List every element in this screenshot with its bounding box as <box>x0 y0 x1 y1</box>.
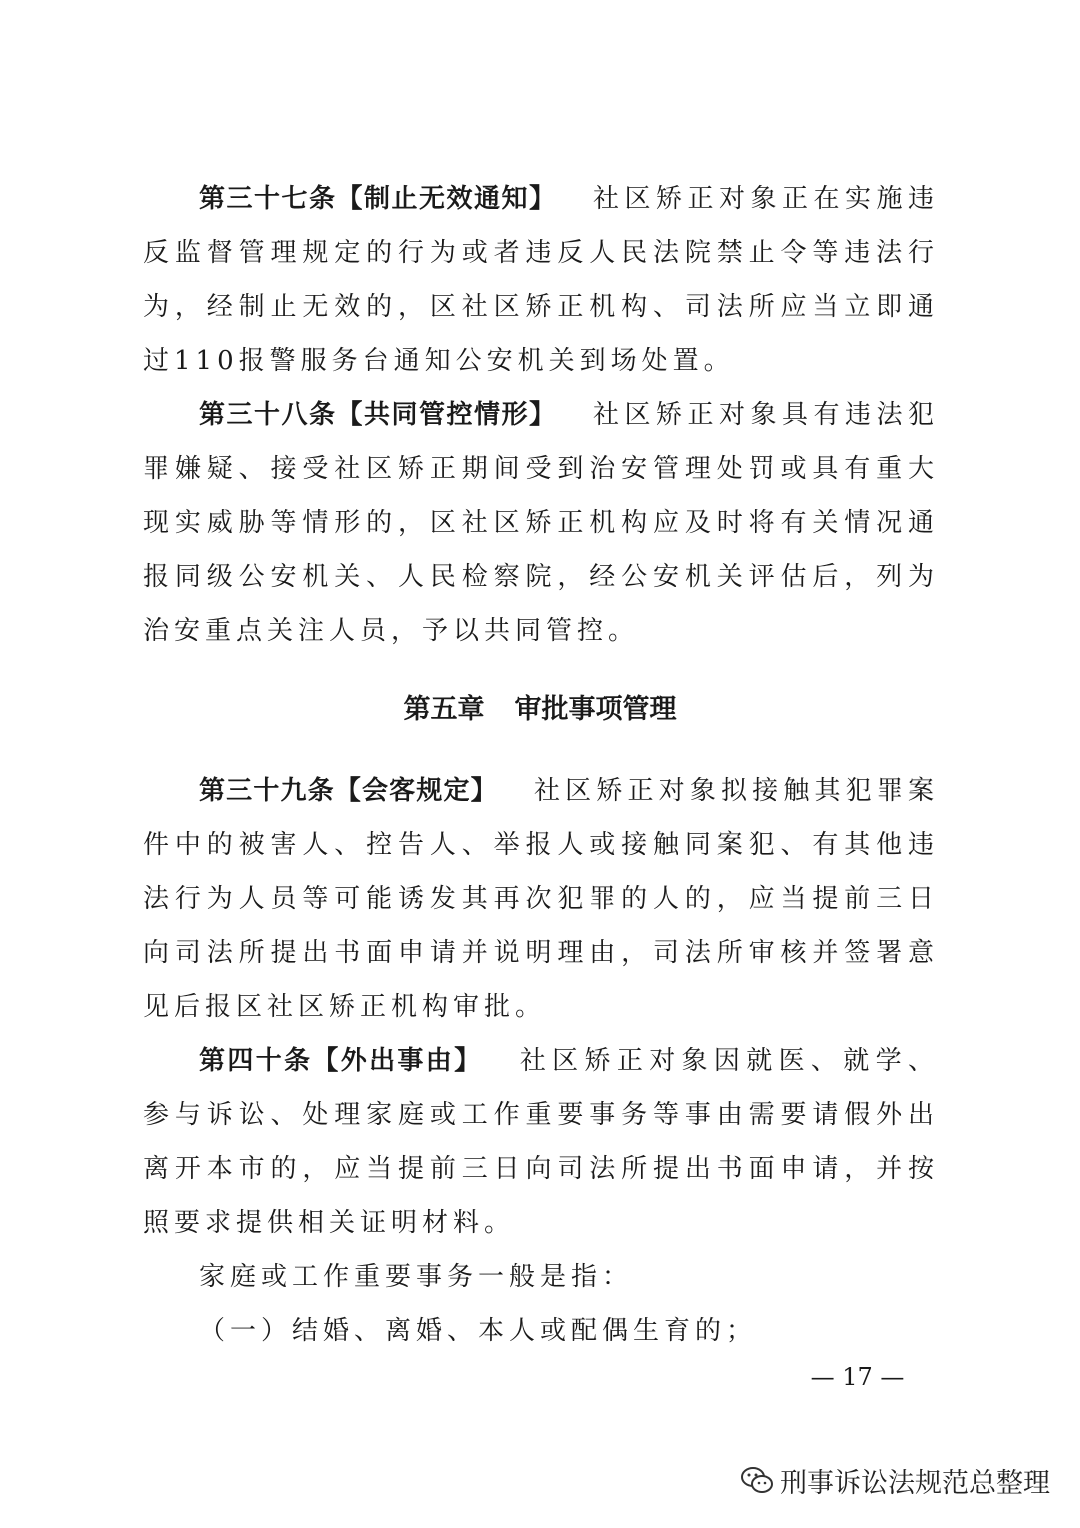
article-39 <box>143 764 939 1034</box>
article-38-body: 社区矫正对象具有违法犯罪嫌疑、接受社区矫正期间受到治安管理处罚或具有重大现实威胁等情形的，区社区矫正机构应及时将有关情况通报同级公安机关、人民检察院，经公安机关评估后，列为治安重点关注人员，予以共同管控。 <box>143 400 939 646</box>
article-38 <box>143 388 939 658</box>
article-37-body: 社区矫正对象正在实施违反监督管理规定的行为或者违反人民法院禁止令等违法行为，经制止无效的，区社区矫正机构、司法所应当立即通过110报警服务台通知公安机关到场处置。 <box>143 184 939 376</box>
article-40 <box>143 1034 939 1250</box>
watermark <box>740 1460 1050 1500</box>
list-intro: 家庭或工作重要事务一般是指： <box>199 1262 634 1292</box>
chapter-title: 审批事项管理 <box>514 694 677 725</box>
page-number: — 17 — <box>810 1363 905 1391</box>
article-38-heading: 第三十八条【共同管控情形】 <box>199 400 557 430</box>
chapter-number: 第五章 <box>403 694 485 725</box>
article-39-body: 社区矫正对象拟接触其犯罪案件中的被害人、控告人、举报人或接触同案犯、有其他违法行为人员等可能诱发其再次犯罪的人的，应当提前三日向司法所提出书面申请并说明理由，司法所审核并签署意见后报区社区矫正机构审批。 <box>143 776 939 1022</box>
chapter-heading <box>0 688 1080 732</box>
list-item-1: （一）结婚、离婚、本人或配偶生育的； <box>199 1316 758 1346</box>
article-37-heading: 第三十七条【制止无效通知】 <box>199 184 557 214</box>
article-40-heading: 第四十条【外出事由】 <box>199 1046 483 1076</box>
article-37 <box>143 172 939 388</box>
wechat-icon <box>740 1465 774 1495</box>
watermark-text: 刑事诉讼法规范总整理 <box>780 1467 1050 1499</box>
article-40-body: 社区矫正对象因就医、就学、参与诉讼、处理家庭或工作重要事务等事由需要请假外出离开本市的，应当提前三日向司法所提出书面申请，并按照要求提供相关证明材料。 <box>143 1046 939 1238</box>
article-39-heading: 第三十九条【会客规定】 <box>199 776 498 806</box>
